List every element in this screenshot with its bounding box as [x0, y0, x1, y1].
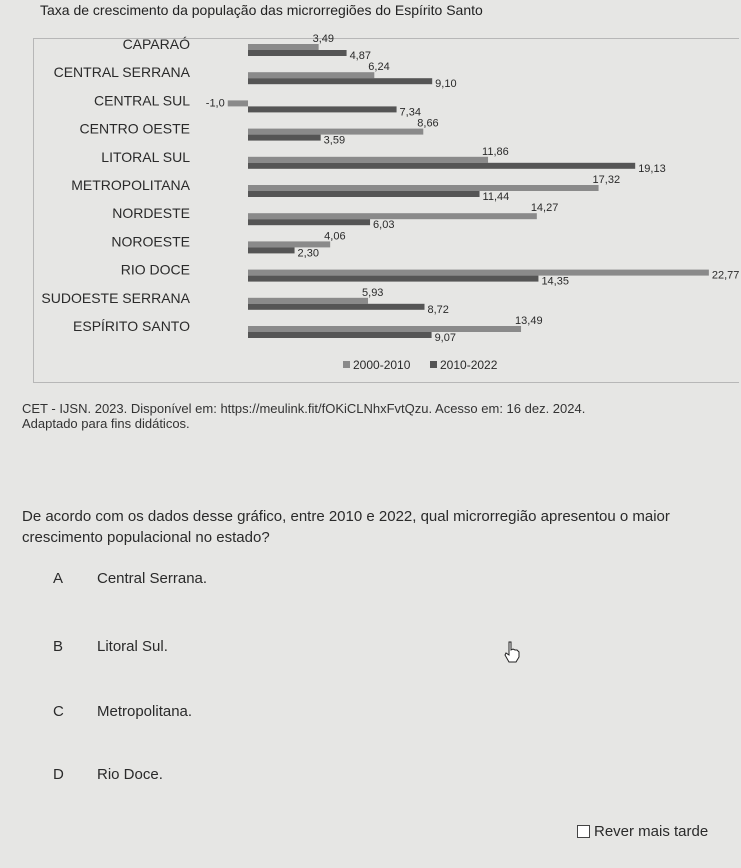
bar-2010-2022 [248, 332, 432, 338]
bar-2010-2022 [248, 106, 397, 112]
bar-2010-2022 [248, 163, 635, 169]
data-label: 5,93 [362, 286, 384, 299]
bar-2010-2022 [248, 247, 295, 253]
bar-2000-2010 [248, 44, 319, 50]
category-label: CENTRAL SERRANA [53, 64, 190, 81]
option-a[interactable] [0, 570, 741, 610]
data-label: 9,10 [435, 78, 457, 91]
data-label: 11,86 [482, 145, 509, 158]
data-label: 9,07 [434, 332, 456, 344]
bar-2000-2010 [248, 326, 521, 332]
question-text: De acordo com os dados desse gráfico, entre 2010 e 2022, qual microrregião apresentou o maior crescimento populacional no estado? [22, 508, 670, 546]
category-label: SUDOESTE SERRANA [41, 289, 190, 306]
data-label: -1,0 [205, 97, 225, 110]
bar-2010-2022 [248, 78, 432, 84]
category-label: RIO DOCE [120, 261, 190, 278]
review-later-toggle[interactable] [577, 823, 708, 840]
legend-swatch [430, 361, 437, 368]
category-label: LITORAL SUL [101, 148, 190, 165]
data-label: 2,30 [297, 247, 319, 260]
bar-chart [0, 0, 741, 390]
bar-2010-2022 [248, 135, 321, 141]
option-b[interactable] [0, 638, 741, 678]
bar-2000-2010 [248, 270, 709, 276]
category-label: CENTRAL SUL [94, 92, 190, 109]
category-label: NOROESTE [111, 233, 190, 250]
bar-2000-2010 [248, 185, 599, 191]
data-label: 6,03 [373, 219, 395, 232]
option-letter: D [53, 766, 64, 783]
data-label: 7,34 [399, 106, 421, 119]
category-label: CENTRO OESTE [79, 120, 190, 137]
data-label: 14,35 [541, 275, 569, 288]
option-text: Litoral Sul. [97, 638, 168, 655]
bar-2000-2010 [228, 100, 248, 106]
data-label: 19,13 [638, 162, 666, 175]
review-later-label: Rever mais tarde [594, 823, 709, 840]
option-text: Central Serrana. [97, 570, 208, 587]
category-label: METROPOLITANA [71, 177, 190, 193]
legend-label: 2000-2010 [353, 358, 411, 372]
data-label: 8,66 [417, 117, 439, 130]
data-label: 8,72 [427, 303, 449, 316]
source-note: Adaptado para fins didáticos. [22, 416, 190, 431]
data-label: 4,06 [324, 230, 346, 243]
option-letter: A [53, 570, 64, 587]
bar-2010-2022 [248, 191, 480, 197]
source-citation: CET - IJSN. 2023. Disponível em: https://meulink.fit/fOKiCLNhxFvtQzu. Acesso em: 16 dez. 2024. [22, 401, 586, 416]
data-label: 3,49 [312, 33, 335, 45]
data-label: 14,27 [530, 202, 559, 215]
option-letter: B [53, 638, 64, 655]
option-text: Rio Doce. [97, 766, 163, 783]
option-letter: C [53, 703, 64, 720]
option-d[interactable] [0, 766, 741, 806]
data-label: 3,59 [323, 134, 346, 147]
data-label: 22,77 [711, 269, 740, 282]
category-label: CAPARAÓ [122, 36, 190, 52]
legend-swatch [343, 361, 350, 368]
option-text: Metropolitana. [97, 703, 193, 720]
option-c[interactable] [0, 703, 741, 743]
bar-2010-2022 [248, 304, 424, 310]
category-label: ESPÍRITO SANTO [73, 318, 190, 334]
chart-title: Taxa de crescimento da população das microrregiões do Espírito Santo [40, 2, 483, 18]
hand-pointer-icon [503, 641, 521, 663]
bar-2010-2022 [248, 50, 347, 56]
data-label: 17,32 [592, 174, 621, 186]
bar-2000-2010 [248, 72, 374, 78]
bar-2010-2022 [248, 276, 538, 282]
data-label: 6,24 [368, 61, 390, 74]
category-label: NORDESTE [112, 205, 190, 222]
data-label: 11,44 [482, 191, 510, 203]
data-label: 4,87 [349, 50, 371, 62]
bar-2000-2010 [248, 157, 488, 163]
bar-2010-2022 [248, 219, 370, 225]
data-label: 13,49 [515, 315, 543, 327]
bar-2000-2010 [248, 298, 368, 304]
legend-label: 2010-2022 [440, 358, 498, 372]
review-checkbox[interactable] [577, 825, 590, 838]
